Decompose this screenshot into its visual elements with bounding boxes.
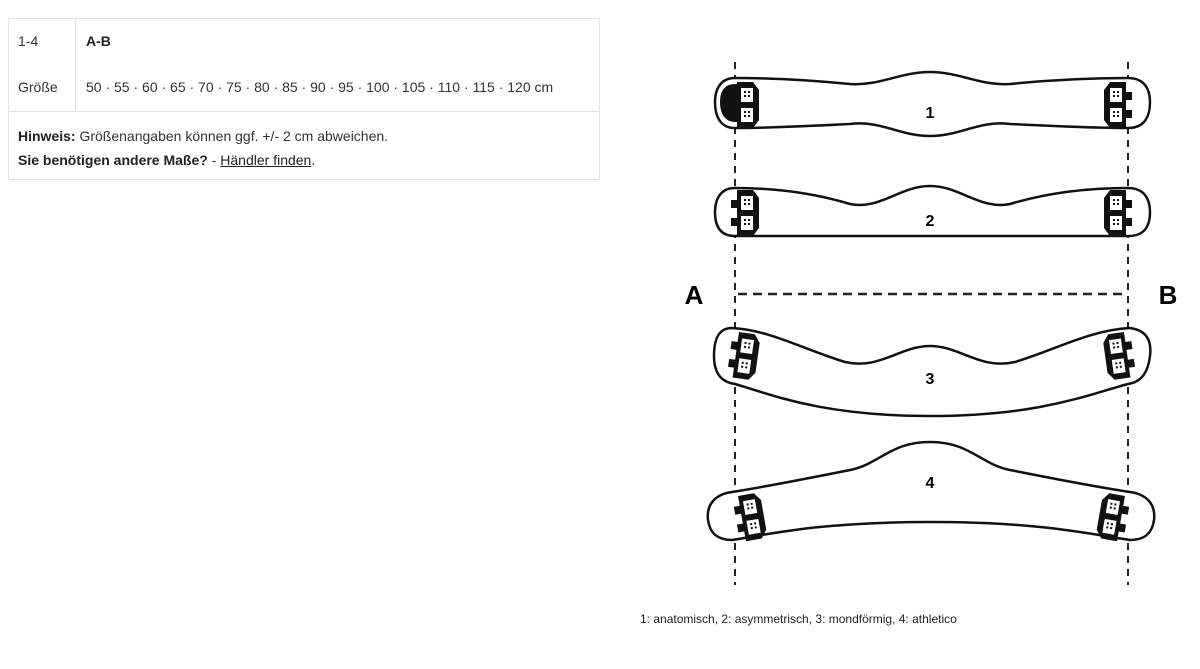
size-notes bbox=[18, 124, 388, 172]
girth-anatomic bbox=[715, 72, 1150, 136]
girth-crescent bbox=[714, 328, 1150, 416]
dealer-question: Sie benötigen andere Maße? bbox=[18, 152, 208, 168]
hint-label: Hinweis: bbox=[18, 128, 76, 144]
hint-text: Größenangaben können ggf. +/- 2 cm abweichen. bbox=[75, 128, 389, 144]
girth-asymmetric bbox=[715, 186, 1150, 236]
figure-caption: 1: anatomisch, 2: asymmetrisch, 3: mondförmig, 4: athletico bbox=[640, 612, 957, 626]
range-label: 1-4 bbox=[18, 33, 39, 49]
girth-number-4: 4 bbox=[925, 475, 935, 492]
measure-title: A-B bbox=[86, 33, 111, 49]
hint-line bbox=[18, 124, 388, 148]
girth-athletico bbox=[708, 442, 1155, 542]
size-table bbox=[8, 18, 600, 180]
table-row-size bbox=[9, 65, 599, 112]
find-dealer-link[interactable]: Händler finden bbox=[220, 152, 312, 168]
label-b: B bbox=[1158, 280, 1178, 310]
size-label: Größe bbox=[18, 79, 58, 95]
table-header-row bbox=[9, 19, 599, 65]
separator: - bbox=[207, 152, 221, 168]
girth-number-3: 3 bbox=[925, 371, 935, 388]
girth-shapes-figure bbox=[640, 40, 1200, 600]
girth-number-2: 2 bbox=[925, 213, 935, 230]
period: . bbox=[311, 152, 316, 168]
size-values: 50 · 55 · 60 · 65 · 70 · 75 · 80 · 85 · 90 · 95 · 100 · 105 · 110 · 115 · 120 cm bbox=[86, 79, 554, 95]
girth-number-1: 1 bbox=[925, 105, 935, 122]
label-a: A bbox=[684, 280, 704, 310]
dealer-line bbox=[18, 148, 388, 172]
